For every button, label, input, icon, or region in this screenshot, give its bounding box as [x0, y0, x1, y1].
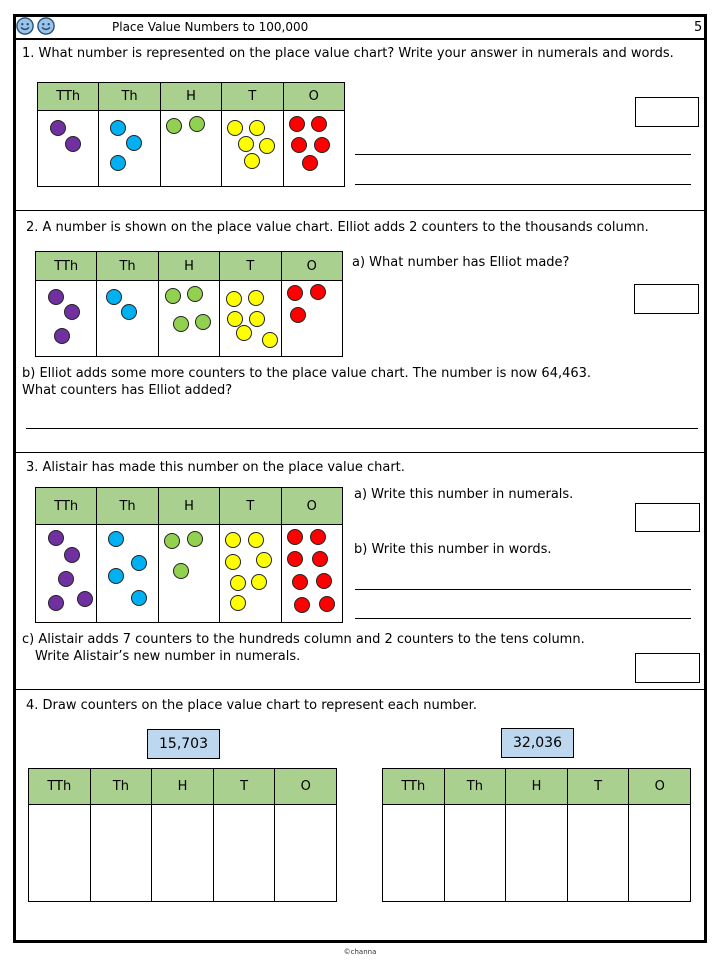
q3a-answer-box[interactable] [635, 503, 700, 532]
green-counter [173, 316, 189, 332]
col-header: O [283, 83, 344, 111]
yellow-counter [259, 138, 275, 154]
red-counter [287, 551, 303, 567]
blue-counter [108, 568, 124, 584]
yellow-counter [248, 532, 264, 548]
draw-cell[interactable] [629, 805, 691, 902]
purple-counter [65, 136, 81, 152]
q3c-answer-box[interactable] [635, 653, 700, 683]
smiley-icon [37, 17, 55, 35]
yellow-counter [238, 136, 254, 152]
draw-cell[interactable] [90, 805, 152, 902]
q2b-answer-line[interactable] [26, 428, 698, 429]
col-header: O [281, 488, 342, 525]
red-counter [302, 155, 318, 171]
red-counter [311, 116, 327, 132]
red-counter [314, 137, 330, 153]
purple-counter [48, 530, 64, 546]
q2b-question: b) Elliot adds some more counters to the place value chart. The number is now 64,463. [22, 366, 592, 381]
purple-counter [58, 571, 74, 587]
q3b-words-line[interactable] [355, 589, 691, 590]
col-header: Th [90, 769, 152, 805]
draw-cell[interactable] [567, 805, 629, 902]
blue-counter [110, 120, 126, 136]
col-header: Th [99, 83, 160, 111]
col-header: T [220, 488, 281, 525]
draw-cell[interactable] [275, 805, 337, 902]
yellow-counter [251, 574, 267, 590]
red-counter [310, 284, 326, 300]
col-header: TTh [29, 769, 91, 805]
q3c-question-line2: Write Alistair’s new number in numerals. [35, 649, 301, 664]
q4-chart-left [28, 768, 337, 902]
col-header: H [152, 769, 214, 805]
q3a-question: a) Write this number in numerals. [354, 487, 574, 502]
draw-cell[interactable] [383, 805, 445, 902]
col-header: TTh [383, 769, 445, 805]
q4-number-right: 32,036 [501, 728, 574, 758]
blue-counter [108, 531, 124, 547]
green-counter [187, 286, 203, 302]
blue-counter [121, 304, 137, 320]
q3-place-value-chart [35, 487, 343, 623]
page-title: Place Value Numbers to 100,000 [112, 20, 309, 34]
yellow-counter [248, 290, 264, 306]
q1-question: 1. What number is represented on the place value chart? Write your answer in numerals and words. [22, 46, 674, 61]
yellow-counter [226, 291, 242, 307]
purple-counter [54, 328, 70, 344]
red-counter [291, 137, 307, 153]
draw-cell[interactable] [213, 805, 275, 902]
col-header: H [158, 252, 219, 281]
yellow-counter [230, 575, 246, 591]
yellow-counter [227, 120, 243, 136]
red-counter [292, 574, 308, 590]
section-divider [13, 689, 707, 690]
col-header: TTh [36, 488, 97, 525]
draw-cell[interactable] [506, 805, 568, 902]
red-counter [319, 596, 335, 612]
q3c-question: c) Alistair adds 7 counters to the hundreds column and 2 counters to the tens column. [22, 632, 585, 647]
draw-cell[interactable] [29, 805, 91, 902]
col-header: T [213, 769, 275, 805]
col-header: H [160, 83, 221, 111]
q1-place-value-chart [37, 82, 345, 187]
green-counter [187, 531, 203, 547]
blue-counter [131, 590, 147, 606]
q3b-question: b) Write this number in words. [354, 542, 552, 557]
header-divider [13, 38, 707, 40]
col-header: H [506, 769, 568, 805]
blue-counter [106, 289, 122, 305]
yellow-counter [244, 153, 260, 169]
q1-words-line[interactable] [355, 154, 691, 155]
col-header: Th [444, 769, 506, 805]
col-header: T [222, 83, 283, 111]
purple-counter [48, 289, 64, 305]
blue-counter [131, 555, 147, 571]
yellow-counter [249, 311, 265, 327]
red-counter [287, 285, 303, 301]
green-counter [166, 118, 182, 134]
yellow-counter [236, 325, 252, 341]
q2b-question-line2: What counters has Elliot added? [22, 383, 233, 398]
purple-counter [64, 547, 80, 563]
red-counter [290, 307, 306, 323]
yellow-counter [225, 532, 241, 548]
green-counter [165, 288, 181, 304]
q4-number-left: 15,703 [147, 729, 220, 759]
draw-cell[interactable] [444, 805, 506, 902]
q1-words-line[interactable] [355, 184, 691, 185]
q2-place-value-chart [35, 251, 343, 357]
red-counter [310, 529, 326, 545]
q2a-answer-box[interactable] [634, 284, 699, 314]
q3b-words-line[interactable] [355, 618, 691, 619]
col-header: T [567, 769, 629, 805]
col-header: Th [97, 252, 158, 281]
green-counter [189, 116, 205, 132]
section-divider [13, 452, 707, 453]
col-header: O [275, 769, 337, 805]
red-counter [287, 529, 303, 545]
red-counter [316, 573, 332, 589]
purple-counter [77, 591, 93, 607]
col-header: Th [97, 488, 158, 525]
col-header: TTh [38, 83, 99, 111]
red-counter [289, 116, 305, 132]
yellow-counter [256, 552, 272, 568]
green-counter [164, 533, 180, 549]
blue-counter [110, 155, 126, 171]
section-divider [13, 210, 707, 211]
purple-counter [64, 304, 80, 320]
col-header: O [281, 252, 342, 281]
q1-numeral-answer-box[interactable] [635, 97, 699, 127]
q3-question: 3. Alistair has made this number on the place value chart. [26, 460, 405, 475]
red-counter [312, 551, 328, 567]
purple-counter [50, 120, 66, 136]
q2-question: 2. A number is shown on the place value chart. Elliot adds 2 counters to the thousands column. [26, 220, 649, 235]
green-counter [173, 563, 189, 579]
yellow-counter [225, 554, 241, 570]
col-header: O [629, 769, 691, 805]
page-number: 5 [694, 20, 703, 35]
q4-question: 4. Draw counters on the place value chart to represent each number. [26, 698, 477, 713]
col-header: TTh [36, 252, 97, 281]
q4-chart-right [382, 768, 691, 902]
copyright-footer: ©channa [343, 948, 377, 956]
yellow-counter [249, 120, 265, 136]
purple-counter [48, 595, 64, 611]
draw-cell[interactable] [152, 805, 214, 902]
yellow-counter [230, 595, 246, 611]
blue-counter [126, 135, 142, 151]
red-counter [294, 597, 310, 613]
col-header: H [158, 488, 219, 525]
col-header: T [220, 252, 281, 281]
green-counter [195, 314, 211, 330]
q2a-question: a) What number has Elliot made? [352, 255, 570, 270]
smiley-icon [16, 17, 34, 35]
yellow-counter [262, 332, 278, 348]
